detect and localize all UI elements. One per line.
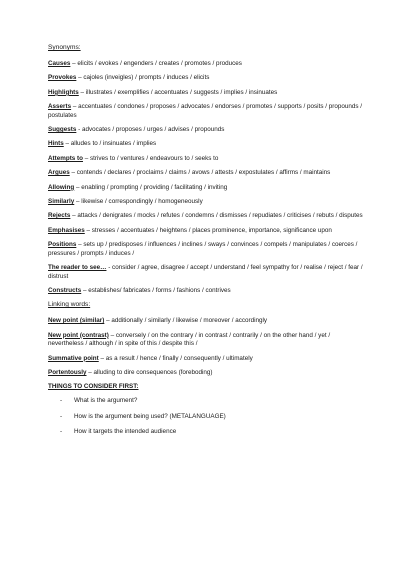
entry-definition: – contends / declares / proclaims / claims / avows / attests / expostulates / affirms / maintains [69,169,331,177]
entry-definition: – additionally / similarly / likewise / moreover / accordingly [104,317,268,325]
entry-term: Constructs [48,286,82,294]
entry-term: Provokes [48,74,77,82]
entry-definition: - consider / agree, disagree / accept / understand / feel sympathy for / realise / reject / fear / distrust [48,264,363,280]
synonyms-entry [48,60,364,68]
synonyms-entry [48,126,364,134]
entry-definition: – accentuates / condones / proposes / advocates / endorses / promotes / supports / posits / propounds / postulates [48,103,362,119]
entry-term: Argues [48,169,70,177]
entry-definition: – elicits / evokes / engenders / creates / promotes / produces [70,60,242,67]
things-to-consider-heading: THINGS TO CONSIDER FIRST: [48,383,139,391]
consider-item-text: How it targets the intended audience [74,428,177,436]
entry-definition: – sets up / predisposes / influences / inclines / sways / convinces / compels / manipulates / coerces / pressures / prompts / induces / [48,241,358,257]
entry-term: Rejects [48,212,71,220]
synonyms-entry [48,155,364,163]
synonyms-entry [48,198,364,206]
consider-item-text: What is the argument? [74,397,138,405]
linking-entry [48,355,364,363]
entry-definition: – likewise / correspondingly / homogeneously [74,198,203,206]
synonyms-entry [48,89,364,97]
synonyms-entry [48,169,364,177]
things-to-consider-list [48,397,364,436]
entry-definition: – stresses / accentuates / heightens / places prominence, importance, significance upon [84,226,332,234]
synonyms-heading: Synonyms: [48,44,81,51]
entry-term: New point (contrast) [48,331,109,339]
consider-item [48,428,364,436]
entry-term: Causes [48,60,71,67]
entry-definition: – strives to / ventures / endeavours to / seeks to [82,154,219,162]
bullet-dash: - [60,397,63,405]
synonyms-entry [48,264,364,281]
entry-definition: – alludes to / insinuates / implies [63,140,157,148]
linking-words-list [48,317,364,377]
entry-term: Highlights [48,88,79,96]
synonyms-entry [48,184,364,192]
entry-term: Similarly [48,198,75,206]
entry-term: Asserts [48,103,72,111]
linking-entry [48,369,364,377]
bullet-dash: - [60,412,63,420]
synonyms-entry [48,74,364,82]
entry-term: Positions [48,241,77,249]
entry-definition: – attacks / denigrates / mocks / refutes / condemns / dismisses / repudiates / criticises / rebuts / disputes [70,212,363,220]
consider-item [48,397,364,405]
entry-definition: – enabling / prompting / providing / facilitating / inviting [74,183,228,191]
entry-term: New point (similar) [48,317,105,325]
entry-definition: - advocates / proposes / urges / advises / propounds [76,126,225,134]
entry-term: Portentously [48,368,87,376]
entry-term: Emphasises [48,226,85,234]
entry-term: Allowing [48,183,75,191]
synonyms-list [48,60,364,295]
entry-term: Summative point [48,354,99,362]
linking-entry [48,317,364,325]
synonyms-entry [48,227,364,235]
entry-term: Attempts to [48,154,83,162]
entry-term: Suggests [48,126,77,134]
synonyms-entry [48,241,364,258]
consider-item [48,413,364,421]
entry-term: Hints [48,140,64,148]
synonyms-entry [48,212,364,220]
synonyms-entry [48,140,364,148]
entry-definition: – cajoles (inveigles) / prompts / induces / elicits [76,74,210,82]
entry-term: The reader to see… [48,264,107,272]
entry-definition: – conversely / on the contrary / in contrast / contrarily / on the other hand / yet / nevertheless / although / in spite of this / despite this / [48,331,331,348]
linking-entry [48,332,364,349]
entry-definition: – establishes/ fabricates / forms / fashions / contrives [81,286,231,294]
consider-item-text: How is the argument being used? (METALANGUAGE) [74,412,226,420]
linking-words-heading: Linking words: [48,301,91,309]
entry-definition: – alluding to dire consequences (foreboding) [86,368,213,376]
entry-definition: – as a result / hence / finally / consequently / ultimately [98,354,253,362]
bullet-dash: - [60,428,63,436]
synonyms-entry [48,103,364,120]
entry-definition: – illustrates / exemplifies / accentuates / suggests / implies / insinuates [78,88,278,96]
synonyms-entry [48,287,364,295]
